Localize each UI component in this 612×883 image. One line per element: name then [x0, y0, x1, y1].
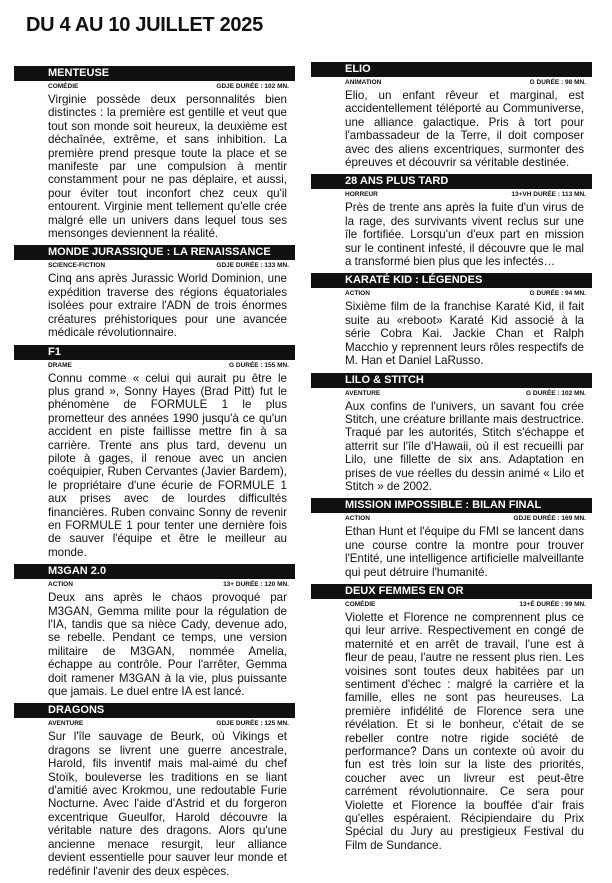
movie-synopsis: Connu comme « celui qui aurait pu être le plus grand », Sonny Hayes (Brad Pitt) fut le phénomène de FORMULE 1 le plus prometteur des années 1990 jusqu'à ce qu'un accident en piste faillisse mettre fin à sa carrière. Trente ans plus tard, devenu un pilote à gages, il renoue avec un ancien coéquipier, Ruben Cervantes (Javier Bardem), le propriétaire d'une écurie de FORMULE 1 aux prises avec de lourdes difficultés financières. Ruben convainc Sonny de revenir en FORMULE 1 pour tenter une dernière fois de sauver l'équipe et être le meilleur au monde. — [48, 371, 287, 559]
movie-synopsis: Cinq ans après Jurassic World Dominion, une expédition traverse des régions équatoriales isolées pour extraire l'ADN de trois énormes créatures préhistoriques pour une avancée médicale révolutionnaire. — [48, 272, 287, 340]
movie-title: MENTEUSE — [14, 66, 295, 81]
movie-entry-elio — [311, 62, 592, 169]
movie-title: M3GAN 2.0 — [14, 564, 295, 579]
movie-title: DRAGONS — [14, 703, 295, 718]
movie-title: ELIO — [311, 62, 592, 77]
movie-meta — [345, 290, 592, 297]
movie-entry-m3gan — [14, 564, 295, 698]
movie-rating-duration: 13+É DURÉE : 99 MN. — [519, 600, 586, 608]
movie-meta — [48, 262, 295, 269]
movie-genre: AVENTURE — [48, 720, 84, 728]
movie-title: MISSION IMPOSSIBLE : BILAN FINAL — [311, 498, 592, 513]
movie-genre: COMÉDIE — [48, 83, 79, 90]
movie-rating-duration: 13+ DURÉE : 120 MN. — [223, 581, 289, 589]
movie-rating-duration: G DURÉE : 155 MN. — [229, 361, 289, 369]
movie-entry-deux-femmes-en-or — [311, 584, 592, 852]
movie-genre: HORREUR — [345, 191, 378, 199]
movie-entry-f1 — [14, 345, 295, 560]
movie-synopsis: Sur l'île sauvage de Beurk, où Vikings et dragons se livrent une guerre ancestrale, Harold, fils inventif mais mal-aimé du chef Stoïk, bouleverse les traditions en se liant d'amitié avec Krokmou, une redoutable Furie Nocturne. Avec l'aide d'Astrid et du forgeron excentrique Gueulfor, Harold découvre la véritable nature des dragons. Alors qu'une ancienne menace resurgit, leur alliance devient essentielle pour sauver leur monde et redéfinir l'avenir des deux espèces. — [48, 730, 287, 878]
movie-synopsis: Violette et Florence ne comprennent plus ce qui leur arrive. Respectivement en congé de maternité et en arrêt de travail, l'une est à fleur de peau, l'autre ne ressent plus rien. Les voisines sont toutes deux habitées par un sentiment d'échec : malgré la carrière et la famille, elles ne sont pas heureuses. La première infidélité de Florence sera une révélation. Et si le bonheur, c'était de se rebeller contre notre rigide société de performance? Dans un contexte où avoir du fun est très loin sur la liste des priorités, coucher avec un livreur est peut-être carrément révolutionnaire. Ce sera pour Violette et Florence la bouffée d'air frais qu'elles espéraient. Récipiendaire du Prix Spécial du Jury au prestigieux Festival du Film de Sundance. — [345, 610, 584, 852]
movie-rating-duration: 13+VH DURÉE : 113 MN. — [511, 191, 586, 199]
movie-rating-duration: GDJE DURÉE : 102 MN. — [216, 83, 289, 90]
movie-meta — [345, 601, 592, 608]
movie-genre: ACTION — [345, 515, 370, 523]
movie-meta — [345, 390, 592, 397]
movie-entry-menteuse — [14, 66, 295, 240]
right-column — [311, 62, 592, 857]
movie-rating-duration: G DURÉE : 94 MN. — [529, 290, 586, 298]
movie-title: F1 — [14, 345, 295, 360]
movie-title: LILO & STITCH — [311, 373, 592, 388]
movie-meta — [48, 83, 295, 90]
movie-genre: ANIMATION — [345, 79, 382, 86]
movie-rating-duration: GDJE DURÉE : 125 MN. — [216, 720, 289, 728]
movie-synopsis: Sixième film de la franchise Karaté Kid, il fait suite au «reboot» Karaté Kid associé à la série Cobra Kai. Jackie Chan et Ralph Macchio y reprennent leurs rôles respectifs de M. Han et Daniel LaRusso. — [345, 300, 584, 368]
movie-meta — [345, 515, 592, 522]
movie-title: MONDE JURASSIQUE : LA RENAISSANCE — [14, 245, 295, 260]
movie-entry-lilo-stitch — [311, 373, 592, 494]
movie-genre: AVENTURE — [345, 389, 381, 397]
movie-genre: COMÉDIE — [345, 600, 376, 608]
movie-genre: DRAME — [48, 361, 72, 369]
movie-meta — [345, 79, 592, 86]
page-title: DU 4 AU 10 JUILLET 2025 — [26, 14, 263, 36]
movie-meta — [345, 191, 592, 198]
movie-title: 28 ANS PLUS TARD — [311, 174, 592, 189]
movie-rating-duration: GDJE DURÉE : 169 MN. — [513, 515, 586, 523]
movie-rating-duration: G DURÉE : 102 MN. — [526, 389, 586, 397]
movie-entry-mission-impossible — [311, 498, 592, 579]
movie-synopsis: Aux confins de l'univers, un savant fou crée Stitch, une créature brillante mais destructrice. Traqué par les autorités, Stitch s'échappe et atterrit sur l'île d'Hawaii, où il est recueilli par Lilo, une fillette de six ans. Adaptation en prises de vue réelles du dessin animé « Lilo et Stitch » de 2002. — [345, 399, 584, 493]
movie-entry-karate-kid — [311, 273, 592, 367]
movie-meta — [48, 581, 295, 588]
movie-synopsis: Elio, un enfant rêveur et marginal, est accidentellement téléporté au Communiverse, une alliance galactique. Pris à tort pour l'ambassadeur de la Terre, il doit composer avec des aliens excentriques, surmonter des épreuves et découvrir sa véritable destinée. — [345, 89, 584, 170]
movie-meta — [48, 720, 295, 727]
movie-title: KARATÉ KID : LÉGENDES — [311, 273, 592, 288]
movie-genre: ACTION — [345, 290, 370, 298]
movie-synopsis: Ethan Hunt et l'équipe du FMI se lancent dans une course contre la montre pour trouver l'Entité, une intelligence artificielle malveillante qui peut détruire l'humanité. — [345, 525, 584, 579]
movie-synopsis: Près de trente ans après la fuite d'un virus de la rage, des survivants vivent reclus sur une île fortifiée. Lorsqu'un d'eux part en mission sur le continent infesté, il découvre que le mal a transformé bien plus que les infectés… — [345, 201, 584, 269]
movie-entry-dragons — [14, 703, 295, 877]
movie-entry-28-ans-plus-tard — [311, 174, 592, 268]
movie-rating-duration: G DURÉE : 98 MN. — [529, 79, 586, 86]
movie-synopsis: Virginie possède deux personnalités bien distinctes : la première est gentille et veut que tout son monde soit heureux, la deuxième est déchaînée, extrême, et sans inhibition. La première prend presque toute la place et se manifeste par une compulsion à mentir constamment pour ne pas déplaire, et aussi, pour éviter tout inconfort chez ceux qu'il entourent. Virginie ment tellement qu'elle crée malgré elle un univers dans lequel tous ses mensonges deviennent la réalité. — [48, 93, 287, 241]
movie-title: DEUX FEMMES EN OR — [311, 584, 592, 599]
movie-rating-duration: GDJE DURÉE : 133 MN. — [216, 262, 289, 270]
movie-meta — [48, 362, 295, 369]
movie-genre: ACTION — [48, 581, 73, 589]
left-column — [14, 66, 295, 883]
movie-synopsis: Deux ans après le chaos provoqué par M3GAN, Gemma milite pour la régulation de l'IA, tandis que sa nièce Cady, devenue ado, se rebelle. Pendant ce temps, une version militaire de M3GAN, nommée Amelia, échappe au contrôle. Pour l'arrêter, Gemma doit ramener M3GAN à la vie, plus puissante que jamais. Le duel entre IA est lancé. — [48, 591, 287, 699]
movie-entry-monde-jurassique — [14, 245, 295, 339]
movie-genre: SCIENCE-FICTION — [48, 262, 106, 270]
